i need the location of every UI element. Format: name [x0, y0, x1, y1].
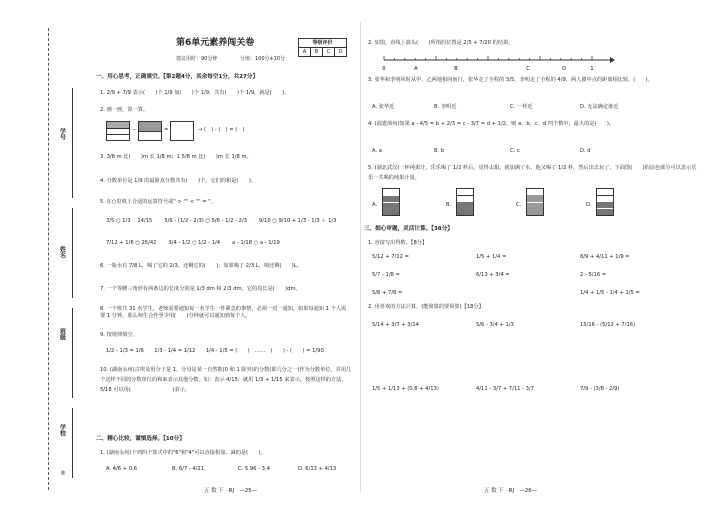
simplify-item-6: 7/9 - (3/8 - 2/9) — [580, 386, 620, 392]
option-2-1-b[interactable]: B. 6/7 - 4/21 — [172, 466, 205, 472]
option-2-1-c[interactable]: C. 5.96 - 3.4 — [238, 466, 270, 472]
question-1-3: 3. 3/8 m 比( )m 长 1/8 m；1 5/8 m 比( )m 长 1/8 m。 — [100, 154, 252, 160]
simplify-item-2: 5/6 - 3/4 + 1/3 — [476, 322, 514, 328]
grade-a: A — [299, 48, 311, 57]
question-2-2: 2. 如图，直线上箭头( )所指的位置是 2/5 + 7/20 的结果。 — [368, 40, 514, 46]
grade-d: D — [335, 48, 347, 57]
option-2-3-b[interactable]: B. 李明近 — [434, 104, 457, 110]
time-note: 建议用时：90分钟 — [176, 56, 218, 62]
cut-line — [48, 28, 49, 490]
option-2-5-d[interactable]: D. — [586, 202, 592, 208]
question-3-2: 2. 用喜欢的方法计算。(能简算的要简算)【18分】 — [368, 304, 484, 310]
calc-item-4: 5/7 - 1/8 = — [372, 272, 400, 278]
question-1-2-expression: → ( ) - ( ) = ( ) — [198, 127, 245, 133]
question-1-4: 4. 分数单位是 1/9 的最简真分数共有( )个，它们的和是( )。 — [100, 178, 257, 184]
option-2-5-c[interactable]: C. — [516, 202, 522, 208]
calc-item-7: 1/4 + 1/5 - 1/4 + 1/5 = — [580, 290, 640, 296]
question-1-2: 2. 画一画，算一算。 — [100, 107, 149, 113]
question-1-8: 8. 一个班共 31 名学生，老师需要通知每一名学生一件紧急的事情，必须一对一通知，如果每通知 1 个人需要 1 分钟，那么师生合作至少用( )分钟就可以通知到每个人。 — [100, 306, 347, 319]
section-3-heading: 三、细心审题，灵活计算。【38分】 — [364, 226, 453, 232]
question-1-5: 5. 在○里填上合适的运算符号或" > "" < "" = "。 — [100, 199, 216, 205]
bar-figure-2 — [138, 121, 162, 141]
option-2-4-a[interactable]: A. a — [372, 148, 382, 154]
right-page-footer: 五 数 下 · RJ —26— — [484, 488, 538, 494]
tick-label-a: A — [414, 66, 418, 72]
minus-sign: − — [132, 127, 137, 133]
option-2-3-a[interactable]: A. 张华近 — [372, 104, 395, 110]
simplify-item-4: 1/5 + 1/13 + (0.8 + 4/13) — [372, 386, 439, 392]
question-1-1: 1. 2/9 + 7/9 表示( )个 1/9 加( )个 1/9，共有( )个 1/9，就是( )。 — [100, 90, 290, 96]
simplify-item-1: 5/14 + 3/7 + 3/14 — [372, 322, 419, 328]
tick-label-b: B — [454, 66, 458, 72]
name-line — [72, 208, 73, 298]
option-2-3-c[interactable]: C. 一样近 — [510, 104, 533, 110]
grade-title: 等级评价 — [299, 39, 347, 48]
calc-item-6: 2 - 5/16 = — [580, 272, 607, 278]
question-1-6: 6. 一瓶水有 7/8 L，喝了它的 2/3，还剩它的( )；如果喝了 2/3 L，则还剩( )L。 — [100, 263, 302, 269]
tick-label-0: 0 — [382, 66, 386, 72]
label-student-id: 学号 — [58, 128, 66, 140]
question-1-7: 7. 一个等腰三角形有两条边的长度分别是 1/3 dm 和 2/3 dm，它的周长是( )dm。 — [100, 286, 301, 292]
option-2-4-d[interactable]: D. d — [580, 148, 591, 154]
calc-item-5: 6/13 + 3/4 = — [476, 272, 510, 278]
score-note: 分值：100分+10分 — [240, 56, 286, 62]
left-page-footer: 五 数 下 · RJ —25— — [204, 488, 258, 494]
student-id-line — [72, 88, 73, 198]
option-2-3-d[interactable]: D. 无法确定谁近 — [580, 104, 619, 110]
option-2-5-b[interactable]: B. — [446, 202, 452, 208]
question-1-5-row-1: 3/5 ○ 1/3 14/15 5/6 - (1/2 - 2/3) ○ 5/6 - 1/2 - 2/3 9/10 ○ 9/10 + 1/3 - 1/3 ＋ 1/3 — [106, 218, 337, 224]
cup-a — [382, 188, 400, 216]
equals-sign: = — [164, 127, 169, 133]
question-3-1: 1. 直接写出得数。【8分】 — [368, 240, 428, 246]
school-line — [72, 408, 73, 478]
binding-margin — [48, 28, 86, 490]
simplify-item-5: 4/11 - 3/7 + 7/11 - 3/7 — [476, 386, 534, 392]
page-title: 第6单元素养闯关卷 — [176, 38, 255, 48]
bar-figure-1 — [106, 121, 130, 141]
label-name: 姓名 — [58, 246, 66, 258]
number-line-ticks — [384, 56, 592, 60]
label-class: 班级 — [58, 328, 66, 340]
option-2-5-a[interactable]: A. — [372, 202, 378, 208]
tick-label-d: D — [562, 66, 566, 72]
question-1-10: 10. (湖南永州)古埃及用分子是 1、分母是某一自然数(0 和 1 除外)的分数(即几分之一)作为分数单位，并用几个这样不同的分数单位的和来表示其他分数。如：表示 4/15，就用 1/3 + 1/15 来表示，按照这样的方法，5/18 可以用( )表示。 — [100, 367, 352, 393]
cup-c — [526, 188, 544, 216]
question-2-5: 5. (湖北武汉)一杯纯果汁，乐乐喝了 1/2 杯后，觉得太甜，就加满了水，他又喝了 1/2 杯，然后出去玩了。下面图( )的涂色部分可以表示乐乐一共喝的纯果汁量。 — [368, 165, 697, 181]
calc-item-1: 5/12 + 7/12 = — [372, 254, 409, 260]
question-2-1: 1. (湖南永州)下列四个算式中的"6"和"4"可以直接相加、减的是( )。 — [100, 450, 266, 456]
cup-d — [596, 188, 614, 216]
question-2-3: 3. 张华和李明同时从甲、乙两地相向而行，张华走了全程的 3/5，李明走了全程的 4/9，两人离中点的距离相比较，( )。 — [368, 77, 653, 83]
calc-item-8: 5/8 + 7/8 = — [372, 290, 403, 296]
option-2-1-a[interactable]: A. 4/6 + 0.6 — [106, 466, 137, 472]
option-2-1-d[interactable]: D. 6/13 + 4/13 — [298, 466, 337, 472]
option-2-4-b[interactable]: B. b — [434, 148, 445, 154]
question-1-9-expression: 1/2 - 1/3 = 1/6 1/3 - 1/4 = 1/12 1/4 - 1/5 = ( ) …… ( ) - ( ) = 1/90 — [106, 348, 324, 354]
grade-table — [298, 38, 347, 57]
class-line — [72, 308, 73, 398]
calc-item-2: 1/5 + 1/4 = — [476, 254, 507, 260]
page-circle-mark: ® — [60, 470, 66, 477]
simplify-item-3: 15/16 - (5/12 + 7/16) — [580, 322, 636, 328]
option-2-4-c[interactable]: C. c — [510, 148, 520, 154]
question-2-4: 4. (福建漳州)如果 a - 4/5 = b + 2/3 = c - 3/7 = d + 1/2，则 a、b、c、d 四个数中，最大的是( )。 — [368, 121, 615, 127]
grade-b: B — [311, 48, 323, 57]
tick-label-1: 1 — [590, 66, 594, 72]
question-1-5-row-2: 7/12 + 1/6 ○ 25/42 3/4 - 1/2 ○ 1/2 - 1/4 a - 1/18 ○ a - 1/19 — [106, 240, 280, 246]
cup-b — [456, 188, 474, 216]
label-school: 学校 — [58, 424, 66, 436]
section-1-heading: 一、用心思考，正确填空。【第2题4分，其余每空1分，共27分】 — [96, 74, 259, 80]
grade-c: C — [323, 48, 335, 57]
section-2-heading: 二、精心比较，谨慎选择。【10分】 — [96, 436, 185, 442]
calc-item-3: 8/9 + 4/11 + 1/9 = — [580, 254, 630, 260]
tick-label-c: C — [526, 66, 530, 72]
question-1-9: 9. 按规律填空。 — [100, 332, 138, 338]
answer-box[interactable] — [170, 121, 194, 141]
number-line-arrowhead — [610, 57, 615, 63]
number-line — [380, 52, 616, 72]
page-divider — [360, 22, 361, 492]
